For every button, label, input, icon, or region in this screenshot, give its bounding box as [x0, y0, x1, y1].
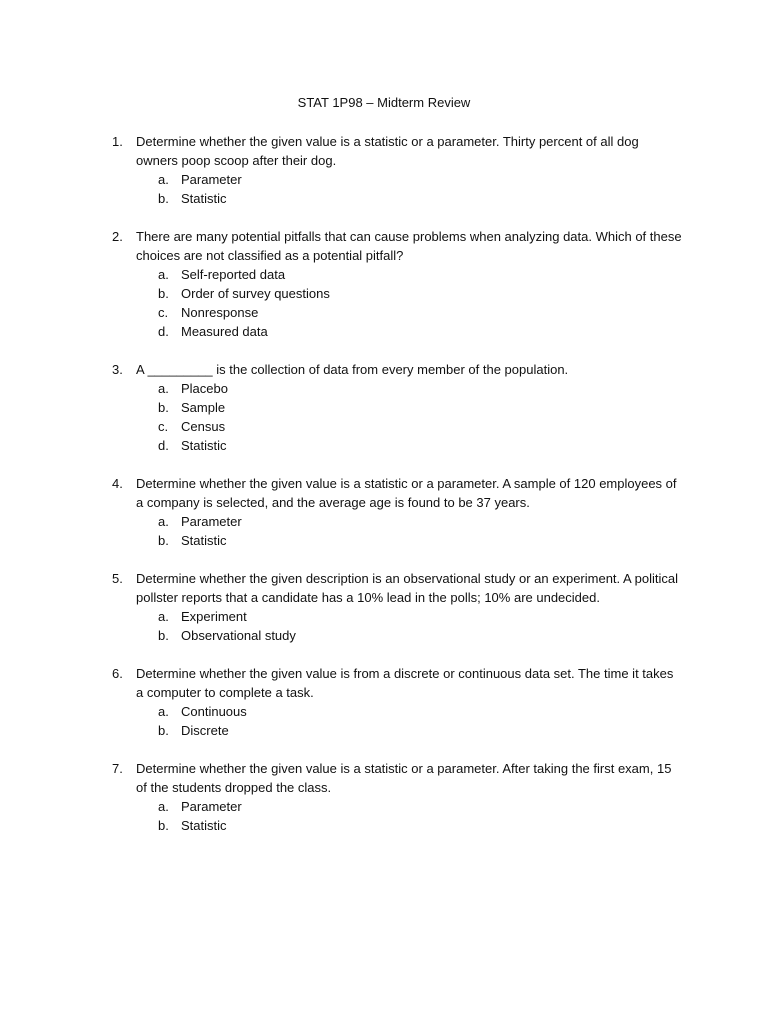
option-item	[136, 721, 682, 740]
option-letter: a.	[158, 799, 169, 814]
question-item	[112, 664, 682, 740]
option-text: Parameter	[181, 514, 242, 529]
option-text: Parameter	[181, 799, 242, 814]
option-list	[136, 265, 682, 341]
option-item	[136, 626, 682, 645]
question-item	[112, 569, 682, 645]
option-text: Experiment	[181, 609, 247, 624]
option-item	[136, 398, 682, 417]
option-letter: a.	[158, 514, 169, 529]
option-text: Continuous	[181, 704, 247, 719]
question-number: 6.	[112, 666, 123, 681]
question-text: There are many potential pitfalls that can cause problems when analyzing data. Which of these choices are not classified as a potential pitfall?	[136, 229, 682, 263]
option-letter: c.	[158, 419, 169, 434]
option-text: Sample	[181, 400, 226, 415]
option-list	[136, 797, 682, 835]
option-item	[136, 170, 682, 189]
option-item	[136, 379, 682, 398]
option-list	[136, 170, 682, 208]
option-item	[136, 797, 682, 816]
question-number: 7.	[112, 761, 123, 776]
question-item	[112, 360, 682, 455]
question-text: Determine whether the given value is a statistic or a parameter. After taking the first exam, 15 of the students dropped the class.	[136, 761, 672, 795]
option-text: Discrete	[181, 723, 229, 738]
option-item	[136, 436, 682, 455]
question-item	[112, 759, 682, 835]
option-text: Observational study	[181, 628, 296, 643]
question-text: Determine whether the given value is from a discrete or continuous data set. The time it takes a computer to complete a task.	[136, 666, 674, 700]
option-item	[136, 189, 682, 208]
option-item	[136, 531, 682, 550]
option-item	[136, 284, 682, 303]
option-list	[136, 702, 682, 740]
option-text: Placebo	[181, 381, 228, 396]
option-letter: a.	[158, 267, 169, 282]
option-text: Nonresponse	[181, 305, 259, 320]
question-text: Determine whether the given value is a statistic or a parameter. A sample of 120 employees of a company is selected, and the average age is found to be 37 years.	[136, 476, 677, 510]
option-text: Statistic	[181, 438, 227, 453]
question-number: 4.	[112, 476, 123, 491]
option-item	[136, 816, 682, 835]
option-item	[136, 322, 682, 341]
option-text: Parameter	[181, 172, 242, 187]
option-text: Order of survey questions	[181, 286, 330, 301]
page-title: STAT 1P98 – Midterm Review	[297, 95, 471, 110]
question-item	[112, 474, 682, 550]
option-text: Statistic	[181, 818, 227, 833]
option-letter: d.	[158, 438, 169, 453]
option-letter: b.	[158, 723, 169, 738]
option-list	[136, 379, 682, 455]
option-letter: a.	[158, 704, 169, 719]
question-item	[112, 227, 682, 341]
option-list	[136, 607, 682, 645]
option-letter: b.	[158, 533, 169, 548]
option-item	[136, 265, 682, 284]
question-number: 3.	[112, 362, 123, 377]
option-text: Statistic	[181, 191, 227, 206]
option-letter: b.	[158, 191, 169, 206]
question-text: A _________ is the collection of data from every member of the population.	[136, 362, 569, 377]
question-number: 1.	[112, 134, 123, 149]
question-list	[112, 132, 682, 854]
option-item	[136, 512, 682, 531]
option-letter: a.	[158, 381, 169, 396]
question-item	[112, 132, 682, 208]
option-letter: a.	[158, 609, 169, 624]
option-letter: b.	[158, 286, 169, 301]
option-letter: b.	[158, 628, 169, 643]
option-letter: d.	[158, 324, 169, 339]
option-item	[136, 303, 682, 322]
question-number: 2.	[112, 229, 123, 244]
option-letter: c.	[158, 305, 169, 320]
question-text: Determine whether the given description is an observational study or an experiment. A political pollster reports that a candidate has a 10% lead in the polls; 10% are undecided.	[136, 571, 678, 605]
option-letter: b.	[158, 400, 169, 415]
option-text: Census	[181, 419, 226, 434]
option-text: Statistic	[181, 533, 227, 548]
question-number: 5.	[112, 571, 123, 586]
option-text: Self-reported data	[181, 267, 286, 282]
option-item	[136, 702, 682, 721]
question-text: Determine whether the given value is a statistic or a parameter. Thirty percent of all dog owners poop scoop after their dog.	[136, 134, 639, 168]
option-item	[136, 417, 682, 436]
option-item	[136, 607, 682, 626]
option-text: Measured data	[181, 324, 268, 339]
option-letter: b.	[158, 818, 169, 833]
option-list	[136, 512, 682, 550]
option-letter: a.	[158, 172, 169, 187]
